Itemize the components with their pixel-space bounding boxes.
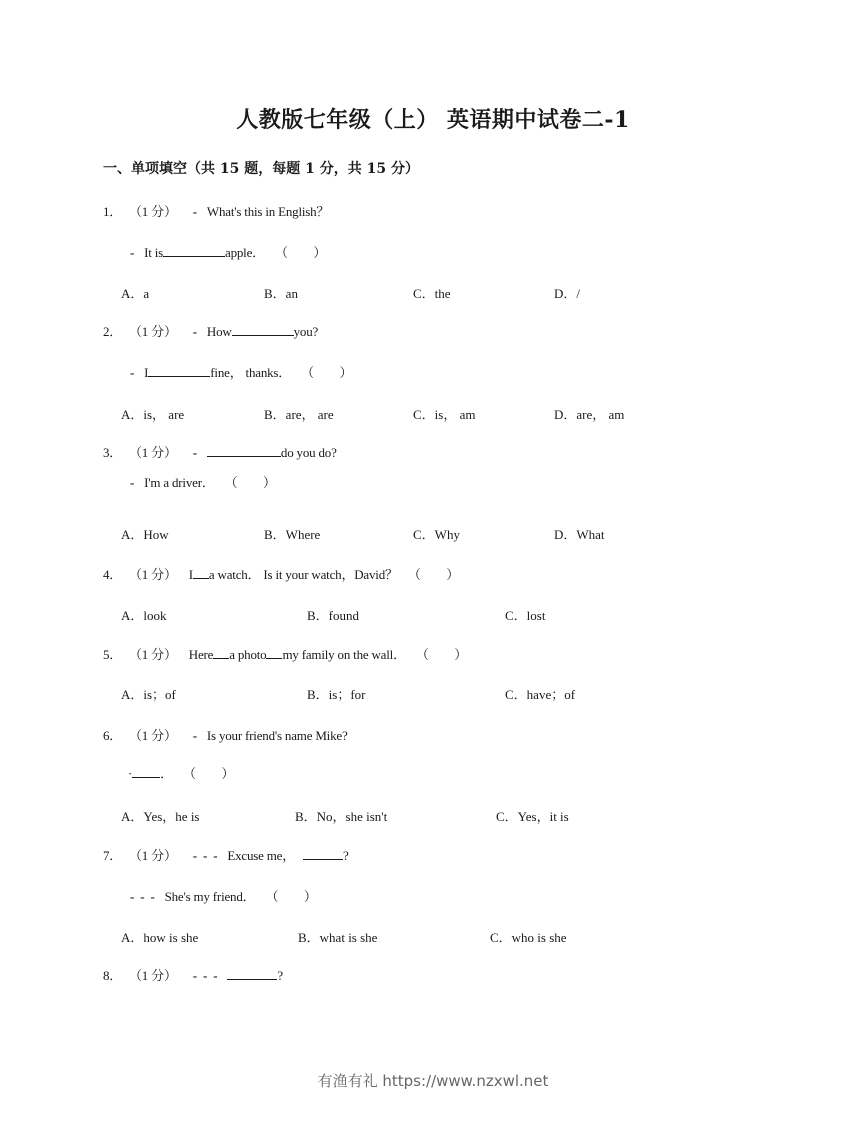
question-4-option-a[interactable]: A．look bbox=[121, 608, 167, 623]
question-5-option-a[interactable]: A．is；of bbox=[121, 687, 176, 702]
answer-blank[interactable] bbox=[213, 646, 229, 659]
question-3-reply: - I'm a driver． （ ） bbox=[130, 472, 276, 491]
question-1-option-d[interactable]: D．/ bbox=[554, 286, 581, 301]
question-6-reply: · ． （ ） bbox=[128, 763, 234, 782]
question-1-option-c[interactable]: C．the bbox=[413, 286, 451, 301]
answer-blank[interactable] bbox=[148, 364, 210, 377]
answer-paren[interactable]: （ ） bbox=[415, 647, 468, 662]
answer-blank[interactable] bbox=[132, 765, 160, 778]
question-2-option-b[interactable]: B．are， are bbox=[264, 407, 334, 422]
page-title: 人教版七年级（上） 英语期中试卷二-1 bbox=[236, 107, 630, 133]
question-5-option-c[interactable]: C．have；of bbox=[505, 687, 576, 702]
answer-blank[interactable] bbox=[227, 967, 277, 980]
answer-paren[interactable]: （ ） bbox=[407, 567, 460, 582]
answer-paren[interactable]: （ ） bbox=[265, 889, 317, 904]
answer-paren[interactable]: （ ） bbox=[182, 766, 235, 781]
question-7-option-b[interactable]: B．what is she bbox=[298, 930, 378, 945]
answer-blank[interactable] bbox=[303, 847, 343, 860]
answer-paren[interactable]: （ ） bbox=[301, 365, 353, 380]
question-2-option-d[interactable]: D．are， am bbox=[554, 407, 625, 422]
question-7-reply: - - - She's my friend． （ ） bbox=[130, 886, 317, 905]
question-5-prompt: 5． （1 分） Here a photo my family on the wall． （ ） bbox=[103, 644, 467, 663]
question-3-prompt: 3． （1 分） - do you do? bbox=[103, 445, 337, 460]
question-2-prompt: 2． （1 分） - How you? bbox=[103, 324, 319, 339]
section-heading: 一、单项填空（共 15 题，每题 1 分，共 15 分） bbox=[103, 161, 419, 177]
question-4-prompt: 4． （1 分） I a watch． Is it your watch，David？ （ ） bbox=[103, 564, 459, 583]
question-1-reply: - It is apple． （ ） bbox=[130, 242, 326, 261]
question-1-prompt: 1． （1 分） - What's this in English？ bbox=[103, 204, 330, 219]
answer-blank[interactable] bbox=[232, 323, 294, 336]
question-6-option-a[interactable]: A．Yes，he is bbox=[121, 809, 200, 824]
question-5-option-b[interactable]: B．is；for bbox=[307, 687, 366, 702]
question-7-option-c[interactable]: C．who is she bbox=[490, 930, 567, 945]
question-8-prompt: 8． （1 分） - - - ? bbox=[103, 968, 283, 983]
question-6-option-c[interactable]: C．Yes，it is bbox=[496, 809, 569, 824]
question-4-option-b[interactable]: B．found bbox=[307, 608, 360, 623]
question-6-option-b[interactable]: B．No，she isn't bbox=[295, 809, 388, 824]
question-6-prompt: 6． （1 分） - Is your friend's name Mike? bbox=[103, 728, 348, 743]
watermark-footer: 有渔有礼 https://www.nzxwl.net bbox=[317, 1072, 549, 1090]
question-7-option-a[interactable]: A．how is she bbox=[121, 930, 199, 945]
question-3-option-d[interactable]: D．What bbox=[554, 527, 605, 542]
question-3-option-c[interactable]: C．Why bbox=[413, 527, 460, 542]
answer-blank[interactable] bbox=[193, 566, 209, 579]
question-3-option-a[interactable]: A．How bbox=[121, 527, 169, 542]
question-1-option-a[interactable]: A．a bbox=[121, 286, 150, 301]
answer-blank[interactable] bbox=[266, 646, 282, 659]
question-2-reply: - I fine， thanks． （ ） bbox=[130, 362, 352, 381]
question-7-prompt: 7． （1 分） - - - Excuse me， ? bbox=[103, 848, 349, 863]
question-2-option-a[interactable]: A．is， are bbox=[121, 407, 185, 422]
answer-blank[interactable] bbox=[207, 444, 281, 457]
answer-paren[interactable]: （ ） bbox=[224, 475, 276, 490]
question-2-option-c[interactable]: C．is， am bbox=[413, 407, 476, 422]
question-4-option-c[interactable]: C．lost bbox=[505, 608, 546, 623]
answer-paren[interactable]: （ ） bbox=[274, 245, 327, 260]
question-3-option-b[interactable]: B．Where bbox=[264, 527, 321, 542]
question-1-option-b[interactable]: B．an bbox=[264, 286, 298, 301]
answer-blank[interactable] bbox=[163, 244, 225, 257]
